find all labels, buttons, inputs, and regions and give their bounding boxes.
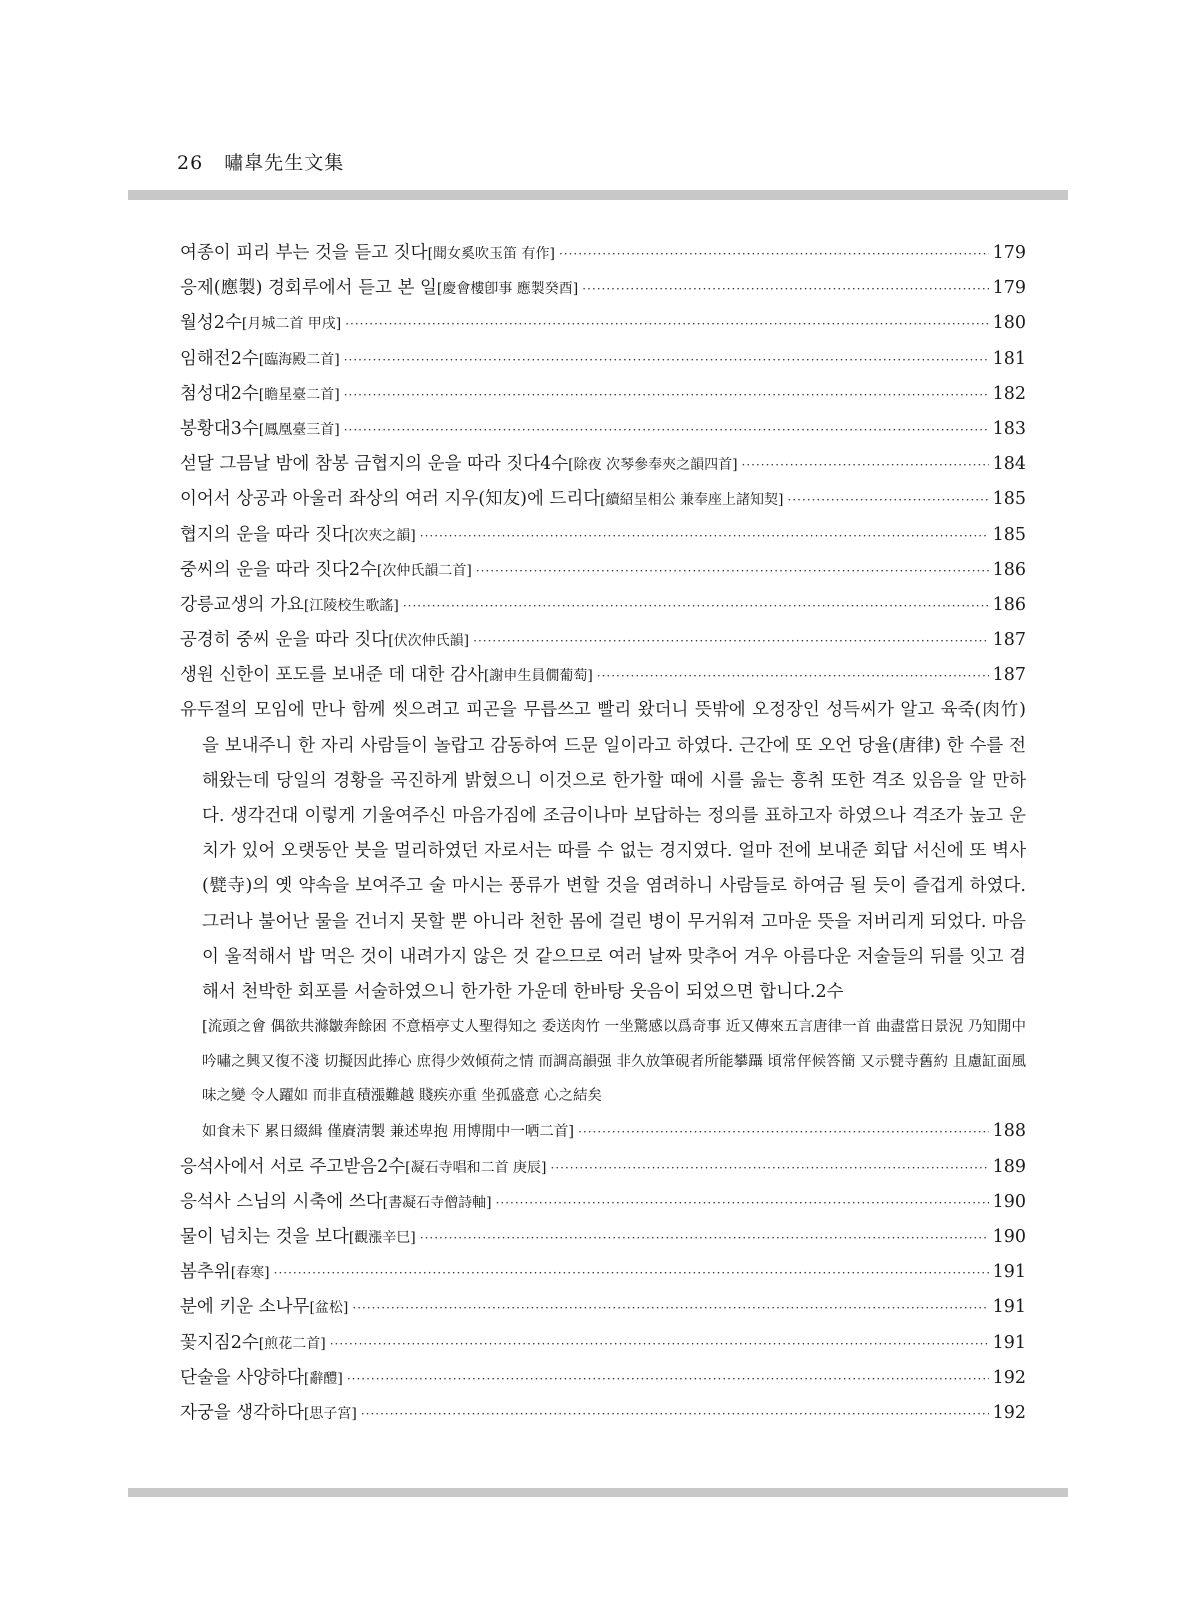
toc-entry xyxy=(180,1326,1026,1361)
page-number: 26 xyxy=(177,152,204,174)
toc-entry xyxy=(180,342,1026,377)
entry-page: 192 xyxy=(992,1402,1026,1423)
leader-dots xyxy=(403,589,989,624)
entry-page: 188 xyxy=(992,1121,1026,1142)
leader-dots xyxy=(551,1151,989,1186)
leader-dots xyxy=(361,1397,989,1432)
entry-title: 물이 넘치는 것을 보다[觀漲辛巳] xyxy=(180,1227,416,1248)
entry-page: 186 xyxy=(992,559,1026,580)
entry-title: 단술을 사양하다[辭醴] xyxy=(180,1367,343,1388)
toc-entry xyxy=(180,1150,1026,1185)
entry-hanja: [流頭之會 偶欲共滌皺奔餘困 不意梧亭丈人聖得知之 委送肉竹 一坐驚感以爲奇事 近又傳來五言唐律一首 曲盡當日景況 乃知閒中吟嘯之興又復不淺 切擬因此捧心 庶得少效傾荷之情 而調高韻强 非久放筆硯者所能攀躡 頃常伻候答簡 又示甓寺舊約 且慮缸面風味之變 令人躍如 而非直積漲難越 賤疾亦重 坐孤盛意 心之結矣 xyxy=(202,1019,1026,1105)
leader-dots xyxy=(742,448,989,483)
toc-entry xyxy=(180,1396,1026,1431)
book-title: 嘯皐先生文集 xyxy=(224,152,345,174)
leader-dots xyxy=(352,1291,988,1326)
running-header xyxy=(177,148,344,175)
footer-rule xyxy=(128,1488,1068,1497)
leader-dots xyxy=(344,413,989,448)
entry-title: 중씨의 운을 따라 짓다2수[次仲氏韻二首] xyxy=(180,559,472,580)
entry-page: 192 xyxy=(992,1367,1026,1388)
leader-dots xyxy=(344,343,989,378)
leader-dots xyxy=(274,1256,989,1291)
entry-title: 이어서 상공과 아울러 좌상의 여러 지우(知友)에 드리다[續紹呈相公 兼奉座上諸知契] xyxy=(180,489,784,510)
entry-page: 187 xyxy=(992,630,1026,651)
toc-entry xyxy=(180,588,1026,623)
entry-title: 협지의 운을 따라 짓다[次夾之韻] xyxy=(180,524,416,545)
entry-page: 191 xyxy=(992,1262,1026,1283)
leader-dots xyxy=(345,307,988,342)
entry-title: 여종이 피리 부는 것을 듣고 짓다[聞女奚吹玉笛 有作] xyxy=(180,243,555,263)
entry-title: 분에 키운 소나무[盆松] xyxy=(180,1297,349,1318)
entry-title: 자궁을 생각하다[思子宮] xyxy=(180,1402,357,1423)
entry-title: 생원 신한이 포도를 보내준 데 대한 감사[謝申生員僩葡萄] xyxy=(180,665,593,686)
entry-title: 유두절의 모임에 만나 함께 씻으려고 피곤을 무릅쓰고 빨리 왔더니 뜻밖에 오정장인 성득씨가 알고 육죽(肉竹)을 보내주니 한 자리 사람들이 놀랍고 감동하여 드문 일이라고 하였다. 근간에 또 오언 당율(唐律) 한 수를 전해왔는데 당일의 경황을 곡진하게 밝혔으니 이것으로 한가할 때에 시를 읊는 흥취 또한 격조 있음을 알 만하다. 생각건대 이렇게 기울여주신 마음가짐에 조금이나마 보답하는 정의를 표하고자 하였으나 격조가 높고 운치가 있어 오랫동안 붓을 멀리하였던 자로서는 따를 수 없는 경지였다. 얼마 전에 보내준 회답 서신에 또 벽사(甓寺)의 옛 약속을 보여주고 술 마시는 풍류가 변할 것을 염려하니 사람들로 하여금 될 듯이 즐겁게 하였다. 그러나 불어난 물을 건너지 못할 뿐 아니라 천한 몸에 걸린 병이 무거워져 고마운 뜻을 저버리게 되었다. 마음이 울적해서 밥 먹은 것이 내려가지 않은 것 같으므로 여러 날짜 맞추어 겨우 아름다운 저술들의 뒤를 잇고 겸해서 천박한 회포를 서술하였으니 한가한 가운데 한바탕 웃음이 되었으면 합니다.2수 xyxy=(180,700,1026,1003)
toc-entry xyxy=(180,236,1026,271)
leader-dots xyxy=(578,1115,989,1150)
leader-dots xyxy=(496,1186,989,1221)
entry-page: 182 xyxy=(992,383,1026,404)
entry-title: 봄추위[春寒] xyxy=(180,1262,270,1283)
entry-title: 응제(應製) 경회루에서 듣고 본 일[慶會樓卽事 應製癸酉] xyxy=(180,278,579,299)
toc-entry xyxy=(180,306,1026,341)
entry-page: 191 xyxy=(992,1332,1026,1353)
entry-page: 179 xyxy=(992,243,1026,263)
leader-dots xyxy=(330,1327,989,1362)
entry-page: 180 xyxy=(992,313,1026,334)
entry-page: 186 xyxy=(992,594,1026,615)
table-of-contents xyxy=(180,236,1026,1431)
toc-entry xyxy=(180,623,1026,658)
entry-page: 190 xyxy=(992,1227,1026,1248)
leader-dots xyxy=(582,272,988,307)
leader-dots xyxy=(788,483,989,518)
entry-title: 강릉교생의 가요[江陵校生歌謠] xyxy=(180,594,399,615)
entry-page: 184 xyxy=(992,454,1026,475)
entry-title: 응석사 스님의 시축에 쓰다[書凝石寺僧詩軸] xyxy=(180,1191,492,1212)
leader-dots xyxy=(347,1362,989,1397)
toc-entry xyxy=(180,1185,1026,1220)
entry-hanja-last-line: 如食未下 累日綴緝 僅賡淸製 兼述卑抱 用博閒中一哂二首] ····· 188 xyxy=(180,1114,1026,1150)
entry-title: 섣달 그믐날 밤에 참봉 금협지의 운을 따라 짓다4수[除夜 次琴參奉夾之韻四首] xyxy=(180,454,738,475)
leader-dots xyxy=(597,659,989,694)
toc-entry xyxy=(180,271,1026,306)
leader-dots xyxy=(473,624,988,659)
leader-dots xyxy=(344,378,989,413)
toc-entry xyxy=(180,1290,1026,1325)
header-rule xyxy=(128,190,1068,200)
toc-entry xyxy=(180,553,1026,588)
entry-page: 185 xyxy=(992,489,1026,510)
entry-title: 월성2수[月城二首 甲戌] xyxy=(180,313,342,334)
toc-entry xyxy=(180,447,1026,482)
entry-title: 임해전2수[臨海殿二首] xyxy=(180,348,340,369)
leader-dots xyxy=(559,237,989,272)
toc-entry xyxy=(180,412,1026,447)
toc-entry xyxy=(180,482,1026,517)
entry-title: 응석사에서 서로 주고받음2수[凝石寺唱和二首 庚辰] xyxy=(180,1156,547,1177)
leader-dots xyxy=(420,519,989,554)
toc-entry xyxy=(180,1361,1026,1396)
entry-title: 꽃지짐2수[煎花二首] xyxy=(180,1332,326,1353)
entry-page: 187 xyxy=(992,665,1026,686)
entry-title: 봉황대3수[鳳凰臺三首] xyxy=(180,418,340,439)
entry-page: 190 xyxy=(992,1191,1026,1212)
toc-entry xyxy=(180,377,1026,412)
toc-entry xyxy=(180,1220,1026,1255)
entry-title: 첨성대2수[瞻星臺二首] xyxy=(180,383,340,404)
leader-dots xyxy=(476,554,989,589)
entry-page: 189 xyxy=(992,1156,1026,1177)
entry-page: 179 xyxy=(992,278,1026,299)
leader-dots xyxy=(420,1221,989,1256)
toc-entry xyxy=(180,1255,1026,1290)
toc-entry xyxy=(180,658,1026,693)
entry-page: 185 xyxy=(992,524,1026,545)
toc-entry-long xyxy=(180,693,1026,1149)
toc-entry xyxy=(180,518,1026,553)
entry-page: 181 xyxy=(992,348,1026,369)
entry-title: 공경히 중씨 운을 따라 짓다[伏次仲氏韻] xyxy=(180,630,470,651)
entry-page: 183 xyxy=(992,418,1026,439)
entry-page: 191 xyxy=(992,1297,1026,1318)
